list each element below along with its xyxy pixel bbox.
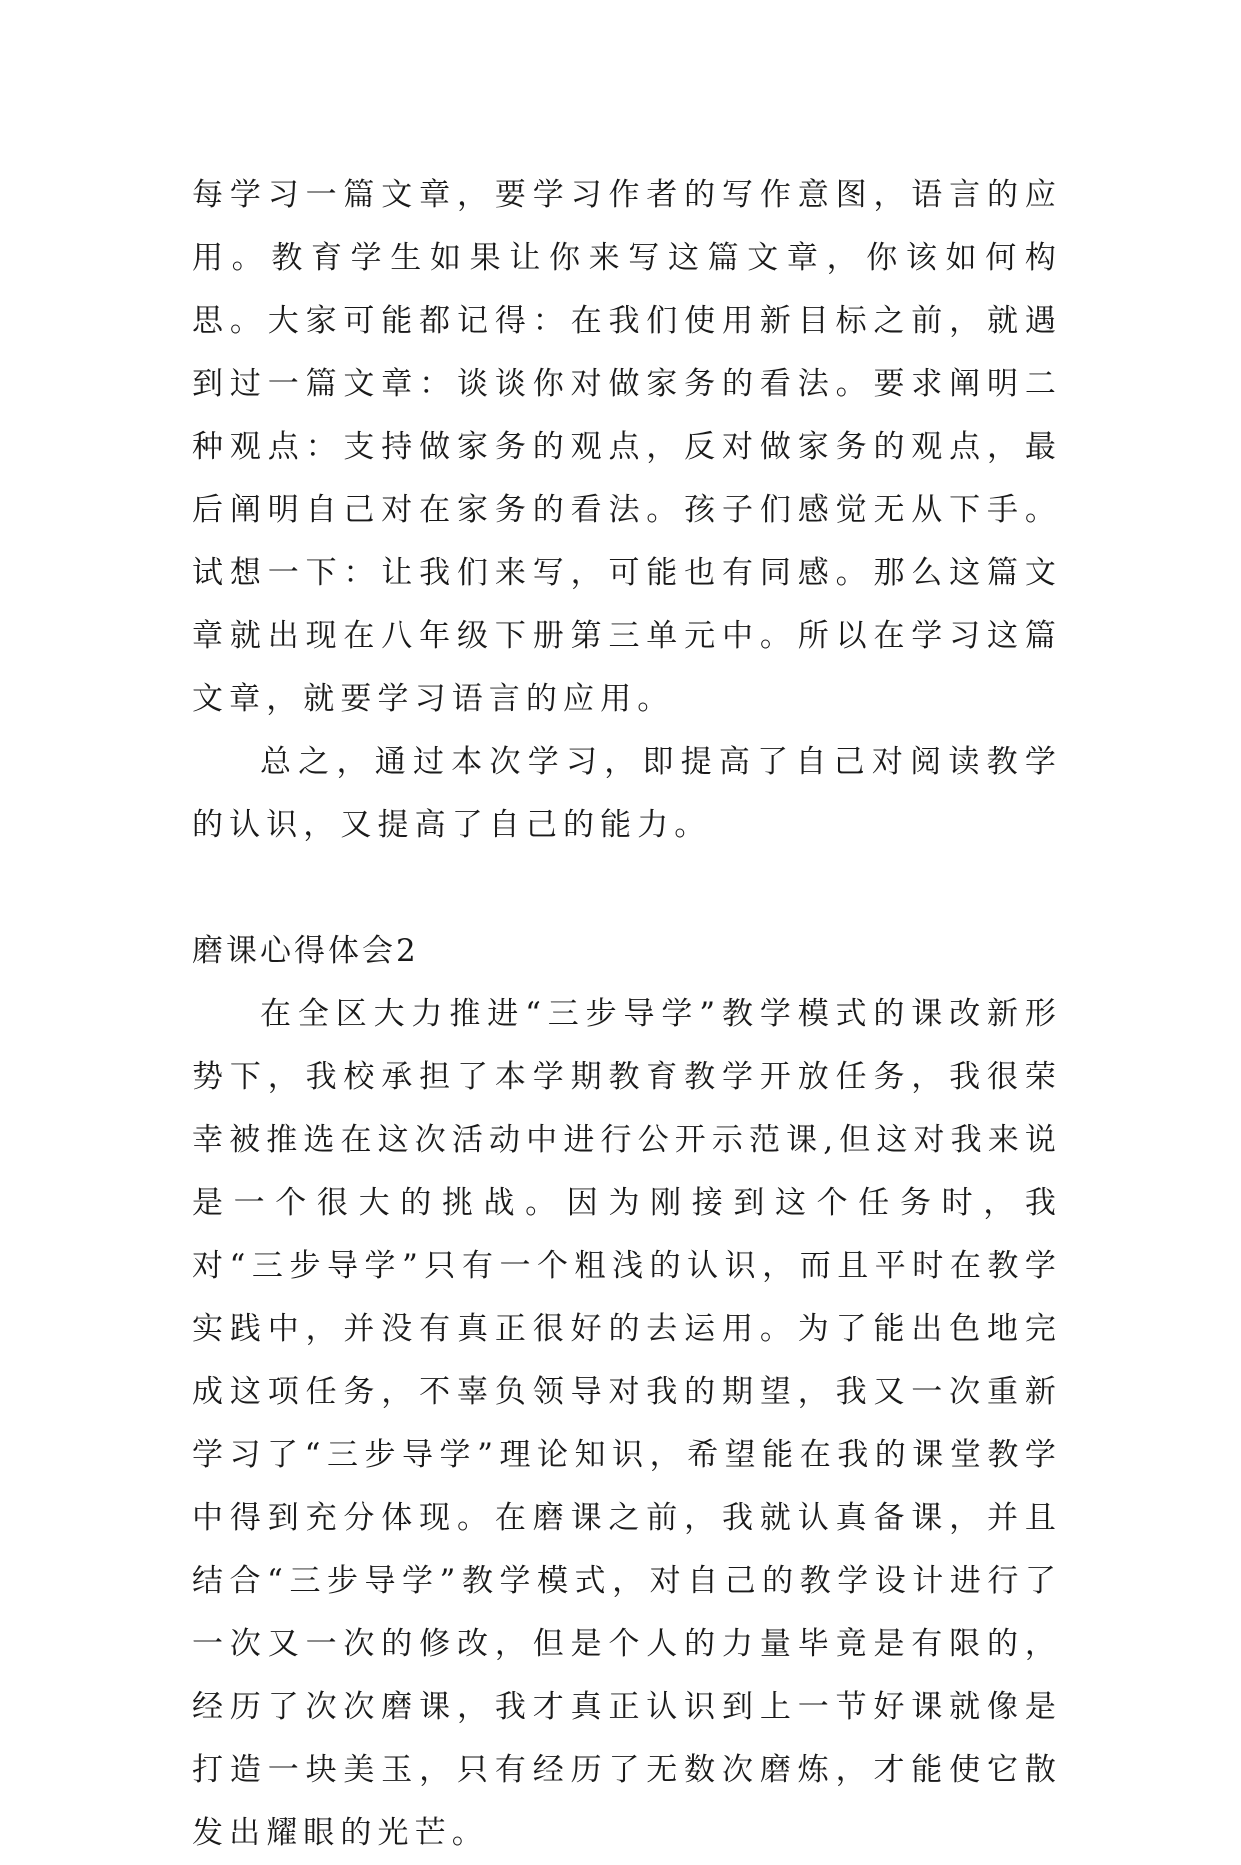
section-title: 磨课心得体会2 — [192, 933, 419, 969]
paragraph-3: 在全区大力推进“三步导学”教学模式的课改新形势下，我校承担了本学期教育教学开放任务，我很荣幸被推选在这次活动中进行公开示范课,但这对我来说是一个很大的挑战。因为刚接到这个任务时，我对“三步导学”只有一个粗浅的认识，而且平时在教学实践中，并没有真正很好的去运用。为了能出色地完成这项任务，不辜负领导对我的期望，我又一次重新学习了“三步导学”理论知识，希望能在我的课堂教学中得到充分体现。在磨课之前，我就认真备课，并且结合“三步导学”教学模式，对自己的教学设计进行了一次又一次的修改，但是个人的力量毕竟是有限的，经历了次次磨课，我才真正认识到上一节好课就像是打造一块美玉，只有经历了无数次磨炼，才能使它散发出耀眼的光芒。 — [192, 996, 1062, 1851]
document-page — [192, 164, 1062, 1865]
section-spacer — [192, 857, 1062, 920]
paragraph-1: 每学习一篇文章，要学习作者的写作意图，语言的应用。教育学生如果让你来写这篇文章，你该如何构思。大家可能都记得：在我们使用新目标之前，就遇到过一篇文章：谈谈你对做家务的看法。要求阐明二种观点：支持做家务的观点，反对做家务的观点，最后阐明自己对在家务的看法。孩子们感觉无从下手。试想一下：让我们来写，可能也有同感。那么这篇文章就出现在八年级下册第三单元中。所以在学习这篇文章，就要学习语言的应用。 — [192, 177, 1062, 717]
paragraph-2: 总之，通过本次学习，即提高了自己对阅读教学的认识，又提高了自己的能力。 — [192, 744, 1062, 843]
